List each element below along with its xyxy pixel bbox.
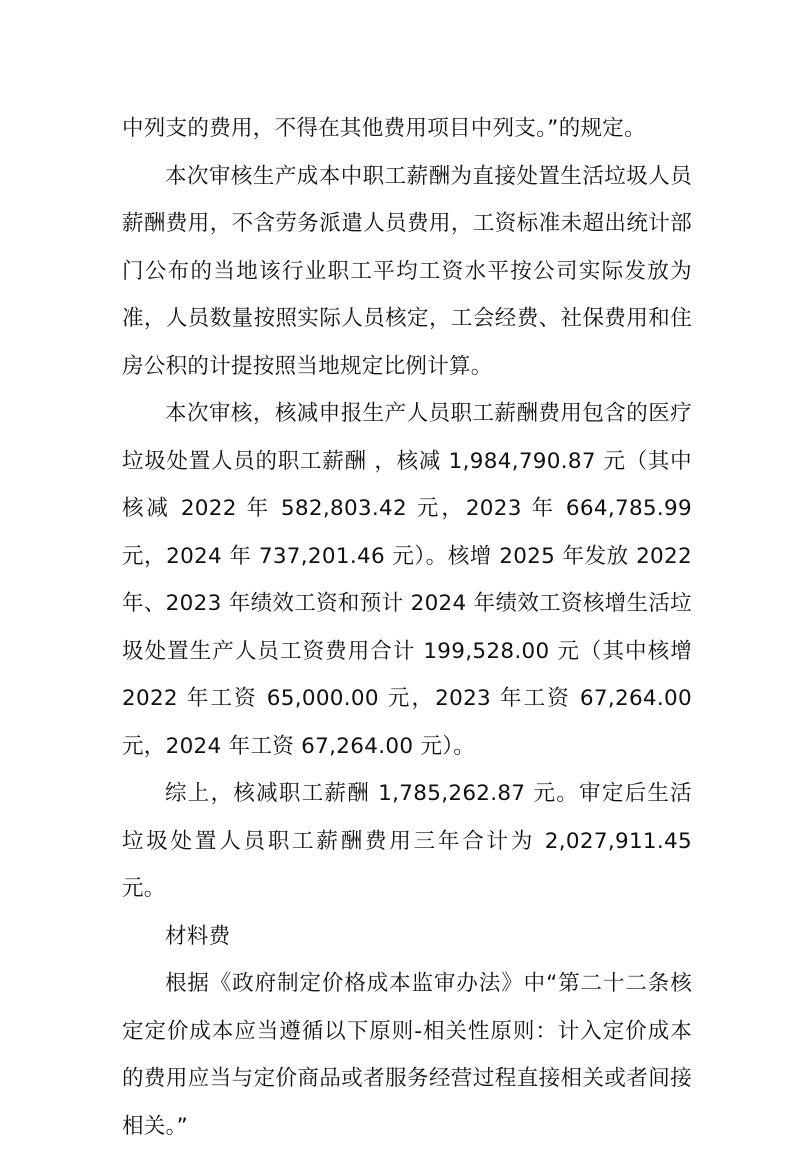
- paragraph-material-cost-basis: 根据《政府制定价格成本监审办法》中“第二十二条核定定价成本应当遵循以下原则-相关性原则：计入定价成本的费用应当与定价商品或者服务经营过程直接相关或者间接相关。”: [122, 971, 692, 1139]
- paragraph-salary-adjustment: 本次审核，核减申报生产人员职工薪酬费用包含的医疗垃圾处置人员的职工薪酬 ，核减 1,984,790.87 元（其中核减 2022 年 582,803.42 元，2023 年 664,785.99 元，2024 年 737,201.46 元）。核增 2025 年发放 2022 年、2023 年绩效工资和预计 2024 年绩效工资核增生活垃圾处置生产人员工资费用合计 199,528.00 元（其中核增 2022 年工资 65,000.00 元，2023 年工资 67,264.00 元，2024 年工资 67,264.00 元）。: [122, 401, 692, 759]
- section-heading-material-cost: 材料费: [165, 923, 231, 949]
- paragraph-continuation: 中列支的费用，不得在其他费用项目中列支。”的规定。: [122, 116, 646, 141]
- paragraph-salary-summary: 综上，核减职工薪酬 1,785,262.87 元。审定后生活垃圾处置人员职工薪酬费用三年合计为 2,027,911.45 元。: [122, 781, 692, 901]
- document-body: [122, 105, 692, 1150]
- paragraph-salary-scope: 本次审核生产成本中职工薪酬为直接处置生活垃圾人员薪酬费用，不含劳务派遣人员费用，工资标准未超出统计部门公布的当地该行业职工平均工资水平按公司实际发放为准，人员数量按照实际人员核定，工会经费、社保费用和住房公积的计提按照当地规定比例计算。: [122, 163, 692, 379]
